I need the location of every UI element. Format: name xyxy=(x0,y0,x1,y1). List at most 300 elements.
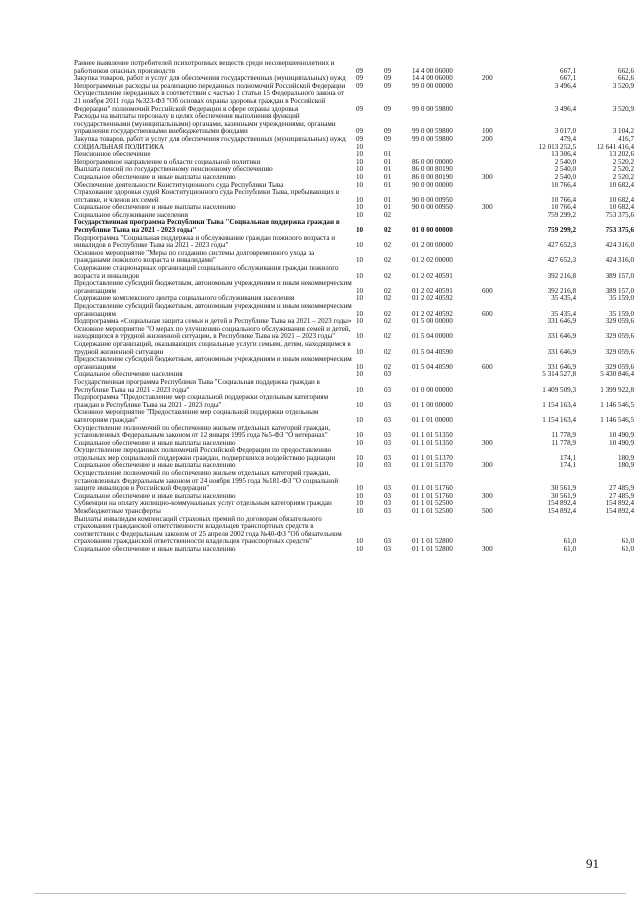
row-amount-year2: 424 316,0 xyxy=(605,256,634,265)
row-expense-type-code: 300 xyxy=(482,172,493,181)
row-section-code: 10 xyxy=(356,347,364,356)
row-expense-type-code xyxy=(482,341,512,356)
row-amount-year2: 27 485,9 xyxy=(609,484,634,493)
table-row xyxy=(74,250,634,265)
row-expense-type-code xyxy=(482,83,512,91)
row-target-article-code: 01 2 02 00000 xyxy=(412,256,453,265)
row-section-code: 10 xyxy=(356,294,364,303)
row-expense-type-code: 300 xyxy=(482,438,493,447)
row-target-article-code: 01 1 01 51370 xyxy=(412,453,453,462)
row-amount-year2: 2 520,2 xyxy=(612,165,634,174)
row-subsection-code: 03 xyxy=(384,370,392,379)
row-amount-year1: 174,1 xyxy=(560,453,576,462)
row-target-article-code: 01 1 01 00000 xyxy=(412,415,453,424)
row-subsection-code: 09 xyxy=(384,127,392,136)
row-section-code: 09 xyxy=(356,66,364,75)
row-section-code: 10 xyxy=(356,537,364,546)
row-subsection-code: 03 xyxy=(384,400,392,409)
row-name: Социальное обслуживание населения xyxy=(74,210,188,219)
row-expense-type-code xyxy=(482,409,512,424)
row-section-code: 10 xyxy=(356,195,364,204)
row-amount-year2: 424 316,0 xyxy=(605,241,634,250)
row-name: Социальное обеспечение и иные выплаты населению xyxy=(74,461,236,470)
row-expense-type-code xyxy=(482,265,512,280)
row-target-article-code: 90 0 00 00000 xyxy=(412,180,453,189)
row-subsection-code: 09 xyxy=(384,104,392,113)
row-subsection-code: 01 xyxy=(384,157,392,166)
row-amount-year1: 1 154 163,4 xyxy=(542,415,576,424)
row-target-article-code: 01 1 01 52500 xyxy=(412,507,453,516)
row-target-article-code: 01 0 00 00000 xyxy=(412,385,453,394)
row-target-article-code: 86 0 00 00000 xyxy=(412,157,453,166)
row-name: Осуществление полномочий по обеспечению жильем отдельных категорий граждан, установленных Федеральным законом от 24 ноября 1995 года №181-ФЗ "О социальной защите инвалидов в Российской Федерации" xyxy=(74,469,339,493)
row-amount-year2: 13 202,6 xyxy=(609,150,634,159)
row-amount-year2: 154 892,4 xyxy=(605,507,634,516)
row-amount-year2: 27 485,9 xyxy=(609,491,634,500)
row-section-code: 10 xyxy=(356,210,364,219)
row-target-article-code: 01 2 02 40592 xyxy=(412,294,453,303)
row-subsection-code: 09 xyxy=(384,74,392,83)
row-expense-type-code xyxy=(482,425,512,440)
row-amount-year1: 2 540,0 xyxy=(554,172,576,181)
row-subsection-code: 03 xyxy=(384,537,392,546)
row-subsection-code: 03 xyxy=(384,499,392,508)
table-row xyxy=(74,303,634,318)
row-expense-type-code: 100 xyxy=(482,127,493,136)
row-amount-year1: 10 766,4 xyxy=(551,180,576,189)
row-subsection-code: 09 xyxy=(384,66,392,75)
row-target-article-code: 01 1 00 00000 xyxy=(412,400,453,409)
row-name: Предоставление субсидий бюджетным, автономным учреждениям и иным некоммерческим организациям xyxy=(74,302,352,318)
row-target-article-code: 99 0 00 59800 xyxy=(412,134,453,143)
row-name: Страхование здоровья судей Конституционного суда Республики Тыва, пребывающих в отставке, и членов их семей xyxy=(74,188,340,204)
row-name: Социальное обеспечение и иные выплаты населению xyxy=(74,491,236,500)
row-section-code: 09 xyxy=(356,134,364,143)
row-amount-year1: 1 409 509,3 xyxy=(542,385,576,394)
row-expense-type-code xyxy=(482,371,512,379)
row-expense-type-code xyxy=(482,470,512,493)
row-section-code: 10 xyxy=(356,226,364,235)
row-section-code: 10 xyxy=(356,545,364,553)
table-row xyxy=(74,189,634,204)
row-amount-year1: 667,1 xyxy=(560,66,576,75)
row-name: Социальное обеспечение и иные выплаты населению xyxy=(74,203,236,212)
row-section-code: 10 xyxy=(356,150,364,159)
row-amount-year1: 479,4 xyxy=(560,134,576,143)
row-expense-type-code xyxy=(482,151,512,159)
table-row xyxy=(74,356,634,371)
row-amount-year1: 392 216,8 xyxy=(547,271,576,280)
table-row xyxy=(74,144,634,152)
row-amount-year1: 3 496,4 xyxy=(554,104,576,113)
row-target-article-code xyxy=(410,371,482,379)
row-expense-type-code: 500 xyxy=(482,507,493,516)
row-subsection-code: 03 xyxy=(384,415,392,424)
row-target-article-code xyxy=(410,144,482,152)
row-name: Раннее выявление потребителей психотропных веществ среди несовершеннолетних и работников опасных производств xyxy=(74,59,335,75)
row-section-code: 09 xyxy=(356,104,364,113)
row-name: Осуществление полномочий по обеспечению жильем отдельных категорий граждан, установленных Федеральным законом от 12 января 1995 года №5-ФЗ "О ветеранах" xyxy=(74,423,331,440)
row-amount-year1: 12 013 252,5 xyxy=(538,142,576,151)
row-subsection-code: 01 xyxy=(384,195,392,204)
row-name: Межбюджетные трансферты xyxy=(74,507,161,516)
row-name: Предоставление субсидий бюджетным, автономным учреждениям и иным некоммерческим организациям xyxy=(74,355,352,371)
row-amount-year2: 3 104,2 xyxy=(612,127,634,136)
budget-table xyxy=(74,60,634,554)
row-name: Выплата пенсий по государственному пенсионному обеспечению xyxy=(74,165,273,174)
row-amount-year2: 1 399 922,8 xyxy=(600,385,634,394)
row-amount-year2: 2 520,2 xyxy=(612,157,634,166)
row-target-article-code: 90 0 00 00950 xyxy=(412,203,453,212)
row-amount-year2: 662,6 xyxy=(618,66,634,75)
row-section-code: 10 xyxy=(356,172,364,181)
row-amount-year1: 331 646,9 xyxy=(547,362,576,371)
row-name: СОЦИАЛЬНАЯ ПОЛИТИКА xyxy=(74,142,164,151)
row-subsection-code: 01 xyxy=(384,203,392,212)
row-target-article-code: 01 5 04 40590 xyxy=(412,347,453,356)
budget-table-body xyxy=(74,60,634,554)
row-amount-year2: 35 159,0 xyxy=(609,309,634,318)
row-section-code: 10 xyxy=(356,507,364,516)
row-name: Социальное обеспечение и иные выплаты населению xyxy=(74,438,236,447)
row-target-article-code: 14 4 00 06000 xyxy=(412,74,453,83)
row-name: Непрограммные расходы на реализацию переданных полномочий Российской Федерации xyxy=(74,81,346,90)
row-amount-year2: 61,0 xyxy=(621,545,634,553)
row-section-code: 10 xyxy=(356,203,364,212)
row-name: Социальное обеспечение и иные выплаты населению xyxy=(74,545,236,553)
row-section-code: 10 xyxy=(356,484,364,493)
row-section-code: 10 xyxy=(356,271,364,280)
row-subsection-code: 09 xyxy=(384,134,392,143)
row-target-article-code: 01 1 01 51370 xyxy=(412,461,453,470)
row-amount-year1: 3 017,0 xyxy=(554,127,576,136)
row-amount-year2: 61,0 xyxy=(621,537,634,546)
row-amount-year2: 753 375,6 xyxy=(605,226,634,235)
row-amount-year1: 11 778,9 xyxy=(551,431,576,440)
table-row xyxy=(74,394,634,409)
row-expense-type-code: 300 xyxy=(482,491,493,500)
row-section-code: 10 xyxy=(356,180,364,189)
row-subsection-code: 03 xyxy=(384,431,392,440)
row-amount-year2: 10 490,9 xyxy=(609,438,634,447)
row-section-code: 09 xyxy=(356,127,364,136)
row-amount-year2: 329 059,6 xyxy=(605,347,634,356)
row-section-code: 09 xyxy=(356,81,364,90)
row-amount-year1: 331 646,9 xyxy=(547,317,576,326)
row-section-code: 10 xyxy=(356,256,364,265)
row-name: Непрограммное направление в области социальной политики xyxy=(74,157,261,166)
row-target-article-code: 90 0 00 00950 xyxy=(412,195,453,204)
row-section-code: 10 xyxy=(356,241,364,250)
table-row xyxy=(74,90,634,113)
row-expense-type-code: 600 xyxy=(482,362,493,371)
row-amount-year1: 427 652,3 xyxy=(547,256,576,265)
table-row xyxy=(74,425,634,440)
row-name: Подпрограмма «Социальная защита семьи и детей в Республике Тыва на 2021 – 2023 годы» xyxy=(74,317,352,326)
row-amount-year1: 61,0 xyxy=(563,537,576,546)
row-amount-year2: 10 682,4 xyxy=(609,180,634,189)
row-amount-year1: 10 766,4 xyxy=(551,195,576,204)
row-expense-type-code xyxy=(482,144,512,152)
row-name: Государственная программа Республики Тыва "Социальная поддержка граждан в Республике Тыва на 2021 - 2023 годы" xyxy=(74,218,340,235)
row-section-code: 10 xyxy=(356,400,364,409)
row-amount-year2: 329 059,6 xyxy=(605,317,634,326)
row-name: Осуществление переданных полномочий Российской Федерации по предоставлению отдельных мер социальной поддержки граждан, подвергшихся воздействию радиации xyxy=(74,446,336,462)
row-section-code: 10 xyxy=(356,165,364,174)
row-expense-type-code xyxy=(482,394,512,409)
row-subsection-code: 03 xyxy=(384,507,392,516)
table-row xyxy=(74,546,634,554)
row-subsection-code: 02 xyxy=(384,286,392,295)
row-amount-year1: 331 646,9 xyxy=(547,332,576,341)
table-row xyxy=(74,409,634,424)
row-section-code: 10 xyxy=(356,142,364,151)
row-expense-type-code: 200 xyxy=(482,134,493,143)
row-name: Расходы на выплаты персоналу в целях обеспечения выполнения функций государственными (муниципальными) органами, казенными учреждениями, органами управления государственными внебюджетными фондами xyxy=(74,112,336,136)
row-expense-type-code: 200 xyxy=(482,74,493,83)
row-target-article-code: 01 2 00 00000 xyxy=(412,241,453,250)
row-section-code: 10 xyxy=(356,461,364,470)
row-expense-type-code xyxy=(482,182,512,190)
row-amount-year1: 30 561,9 xyxy=(551,491,576,500)
row-name: Социальное обеспечение и иные выплаты населению xyxy=(74,172,236,181)
row-section-code: 10 xyxy=(356,362,364,371)
row-target-article-code: 01 1 01 52800 xyxy=(412,537,453,546)
row-target-article-code: 01 1 01 51760 xyxy=(412,484,453,493)
row-target-article-code: 01 2 02 40591 xyxy=(412,286,453,295)
row-amount-year2: 389 157,0 xyxy=(605,286,634,295)
row-amount-year1: 759 299,2 xyxy=(547,210,576,219)
row-amount-year1: 154 892,4 xyxy=(547,499,576,508)
row-target-article-code: 01 1 01 51350 xyxy=(412,431,453,440)
row-amount-year1: 667,1 xyxy=(560,74,576,83)
row-expense-type-code xyxy=(482,189,512,204)
row-expense-type-code xyxy=(482,326,512,341)
row-name: Содержание организаций, оказывающих социальные услуги семьям, детям, находящимся в трудной жизненной ситуации xyxy=(74,339,351,356)
row-subsection-code: 02 xyxy=(384,241,392,250)
row-section-code: 10 xyxy=(356,332,364,341)
row-subsection-code: 01 xyxy=(384,165,392,174)
row-subsection-code: 02 xyxy=(384,317,392,326)
row-name: Закупка товаров, работ и услуг для обеспечения государственных (муниципальных) нужд xyxy=(74,134,346,143)
row-amount-year1: 759 299,2 xyxy=(547,226,576,235)
row-subsection-code: 02 xyxy=(384,226,392,235)
row-amount-year2: 753 375,6 xyxy=(605,210,634,219)
row-subsection-code: 02 xyxy=(384,271,392,280)
row-amount-year1: 392 216,8 xyxy=(547,286,576,295)
row-section-code: 10 xyxy=(356,157,364,166)
table-row xyxy=(74,470,634,493)
row-amount-year1: 35 435,4 xyxy=(551,294,576,303)
row-amount-year1: 427 652,3 xyxy=(547,241,576,250)
table-row xyxy=(74,113,634,136)
row-section-code: 10 xyxy=(356,317,364,326)
row-amount-year1: 5 314 527,8 xyxy=(542,370,576,379)
row-amount-year1: 1 154 163,4 xyxy=(542,400,576,409)
row-target-article-code: 01 1 01 52500 xyxy=(412,499,453,508)
row-amount-year2: 329 059,6 xyxy=(605,362,634,371)
row-section-code: 10 xyxy=(356,453,364,462)
row-target-article-code: 01 5 04 40590 xyxy=(412,362,453,371)
row-section-code: 09 xyxy=(356,74,364,83)
row-expense-type-code xyxy=(482,516,512,546)
row-expense-type-code xyxy=(482,235,512,250)
row-target-article-code: 01 5 00 00000 xyxy=(412,317,453,326)
row-amount-year2: 389 157,0 xyxy=(605,271,634,280)
row-expense-type-code: 300 xyxy=(482,203,493,212)
row-section-code: 10 xyxy=(356,309,364,318)
table-row xyxy=(74,60,634,75)
row-target-article-code: 01 0 00 00000 xyxy=(412,226,453,235)
table-row xyxy=(74,379,634,394)
row-subsection-code: 03 xyxy=(384,438,392,447)
row-amount-year1: 2 540,0 xyxy=(554,165,576,174)
row-amount-year1: 2 540,0 xyxy=(554,157,576,166)
row-name: Основное мероприятие "Предоставление мер социальной поддержки отдельным категориям граждан" xyxy=(74,408,319,424)
row-subsection-code: 03 xyxy=(384,453,392,462)
row-subsection-code: 03 xyxy=(384,545,392,553)
table-row xyxy=(74,219,634,234)
row-expense-type-code xyxy=(482,212,512,220)
row-subsection-code: 03 xyxy=(384,484,392,493)
row-target-article-code: 01 2 02 40591 xyxy=(412,271,453,280)
row-subsection-code: 02 xyxy=(384,362,392,371)
row-amount-year2: 5 430 846,4 xyxy=(600,370,634,379)
row-section-code: 10 xyxy=(356,370,364,379)
row-amount-year2: 180,9 xyxy=(618,461,634,470)
row-section-code: 10 xyxy=(356,385,364,394)
row-amount-year1: 35 435,4 xyxy=(551,309,576,318)
row-subsection-code: 02 xyxy=(384,256,392,265)
row-expense-type-code: 600 xyxy=(482,309,493,318)
row-amount-year2: 1 146 546,5 xyxy=(600,400,634,409)
row-amount-year1: 154 892,4 xyxy=(547,507,576,516)
row-section-code: 10 xyxy=(356,438,364,447)
row-name: Осуществление переданных в соответствии с частью 1 статьи 15 Федерального закона от 21 ноября 2011 года №323-ФЗ "Об основах охраны здоровья граждан в Российской Федерации" полномочий Российской Федерации в сфере охраны здоровья xyxy=(74,89,344,113)
row-name: Подпрограмма "Социальная поддержка и обслуживание граждан пожилого возраста и инвалидов в Республике Тыва на 2021 - 2023 годы" xyxy=(74,233,336,250)
row-subsection-code: 03 xyxy=(384,385,392,394)
row-amount-year1: 30 561,9 xyxy=(551,484,576,493)
row-subsection-code: 09 xyxy=(384,81,392,90)
row-amount-year1: 61,0 xyxy=(563,545,576,553)
row-amount-year2: 10 490,9 xyxy=(609,431,634,440)
row-expense-type-code: 300 xyxy=(482,461,493,470)
table-row xyxy=(74,516,634,546)
row-target-article-code: 14 4 00 06000 xyxy=(412,66,453,75)
row-amount-year2: 2 520,2 xyxy=(612,172,634,181)
row-target-article-code: 86 0 00 80190 xyxy=(412,165,453,174)
row-amount-year2: 3 520,9 xyxy=(612,81,634,90)
row-section-code: 10 xyxy=(356,415,364,424)
row-subsection-code: 03 xyxy=(384,491,392,500)
row-section-code: 10 xyxy=(356,491,364,500)
row-amount-year2: 154 892,4 xyxy=(605,499,634,508)
row-amount-year2: 1 146 546,5 xyxy=(600,415,634,424)
row-subsection-code: 01 xyxy=(384,180,392,189)
row-expense-type-code xyxy=(482,318,512,326)
row-name: Основное мероприятие "О мерах по улучшению социального обслуживания семей и детей, находящихся в трудной жизненной ситуации, в Республике Тыва на 2021 – 2023 годы" xyxy=(74,324,351,341)
row-amount-year2: 3 520,9 xyxy=(612,104,634,113)
row-name: Обеспечение деятельности Конституционного суда Республики Тыва xyxy=(74,180,284,189)
row-expense-type-code xyxy=(482,60,512,75)
row-target-article-code: 01 5 04 00000 xyxy=(412,332,453,341)
row-name: Предоставление субсидий бюджетным, автономным учреждениям и иным некоммерческим организациям xyxy=(74,279,352,295)
row-name: Субвенции на оплату жилищно-коммунальных услуг отдельным категориям граждан xyxy=(74,499,332,508)
row-expense-type-code: 600 xyxy=(482,286,493,295)
row-target-article-code: 01 1 01 52800 xyxy=(412,545,453,553)
row-amount-year2: 416,7 xyxy=(618,134,634,143)
table-row xyxy=(74,235,634,250)
row-expense-type-code xyxy=(482,295,512,303)
row-amount-year1: 174,1 xyxy=(560,461,576,470)
row-expense-type-code xyxy=(482,447,512,462)
row-subsection-code: 02 xyxy=(384,294,392,303)
table-row xyxy=(74,280,634,295)
row-section-code: 10 xyxy=(356,431,364,440)
row-subsection-code: 02 xyxy=(384,332,392,341)
row-name: Пенсионное обеспечение xyxy=(74,150,151,159)
row-subsection-code: 01 xyxy=(384,150,392,159)
row-expense-type-code xyxy=(482,379,512,394)
row-amount-year1: 10 766,4 xyxy=(551,203,576,212)
row-amount-year1: 3 496,4 xyxy=(554,81,576,90)
table-row xyxy=(74,447,634,462)
row-target-article-code: 99 0 00 59800 xyxy=(412,127,453,136)
row-target-article-code: 01 1 01 51760 xyxy=(412,491,453,500)
row-target-article-code: 99 0 00 59800 xyxy=(412,104,453,113)
row-name: Основное мероприятие "Меры по созданию системы долговременного ухода за гражданами пожилого возраста и инвалидами" xyxy=(74,248,315,265)
row-expense-type-code xyxy=(482,159,512,167)
table-row xyxy=(74,326,634,341)
row-amount-year2: 12 641 416,4 xyxy=(596,142,634,151)
row-section-code: 10 xyxy=(356,286,364,295)
page-number: 91 xyxy=(586,856,599,871)
row-subsection-code: 01 xyxy=(384,172,392,181)
row-amount-year2: 10 682,4 xyxy=(609,203,634,212)
row-amount-year2: 662,6 xyxy=(618,74,634,83)
row-amount-year1: 11 778,9 xyxy=(551,438,576,447)
row-amount-year2: 10 682,4 xyxy=(609,195,634,204)
row-target-article-code: 01 1 01 51350 xyxy=(412,438,453,447)
row-amount-year2: 180,9 xyxy=(618,453,634,462)
table-row xyxy=(74,341,634,356)
row-name: Выплаты инвалидам компенсаций страховых премий по договорам обязательного страхования гражданской ответственности владельцев транспортных средств в соответствии с Федеральным законом от 25 апреля 2002 года №40-ФЗ "Об обязательном страховании гражданской ответственности владельцев транспортных средств" xyxy=(74,514,342,546)
row-subsection-code: 02 xyxy=(384,210,392,219)
row-amount-year2: 35 159,0 xyxy=(609,294,634,303)
table-row xyxy=(74,265,634,280)
row-amount-year1: 331 646,9 xyxy=(547,347,576,356)
row-amount-year1: 13 306,4 xyxy=(551,150,576,159)
row-expense-type-code xyxy=(482,90,512,113)
row-name: Социальное обеспечение населения xyxy=(74,370,183,379)
row-expense-type-code xyxy=(482,219,512,234)
row-name: Подпрограмма "Предоставление мер социальной поддержки отдельным категориям граждан в Республике Тыва на 2021 - 2023 годы" xyxy=(74,393,329,409)
row-expense-type-code: 300 xyxy=(482,545,493,553)
row-target-article-code xyxy=(410,212,482,220)
row-subsection-code: 02 xyxy=(384,347,392,356)
row-name: Содержание стационарных организаций социального обслуживания граждан пожилого возраста и инвалидов xyxy=(74,264,339,280)
row-target-article-code: 99 0 00 00000 xyxy=(412,81,453,90)
row-amount-year2: 329 059,6 xyxy=(605,332,634,341)
row-name: Содержание комплексного центра социального обслуживания населения xyxy=(74,294,295,303)
row-name: Государственная программа Республики Тыва "Социальная поддержка граждан в Республике Тыва на 2021 - 2023 годы" xyxy=(74,377,320,394)
row-target-article-code: 86 0 00 80190 xyxy=(412,172,453,181)
row-section-code: 10 xyxy=(356,499,364,508)
row-subsection-code: 02 xyxy=(384,309,392,318)
row-target-article-code: 01 2 02 40592 xyxy=(412,309,453,318)
scan-line-bottom xyxy=(34,893,626,894)
row-name: Закупка товаров, работ и услуг для обеспечения государственных (муниципальных) нужд xyxy=(74,74,346,83)
